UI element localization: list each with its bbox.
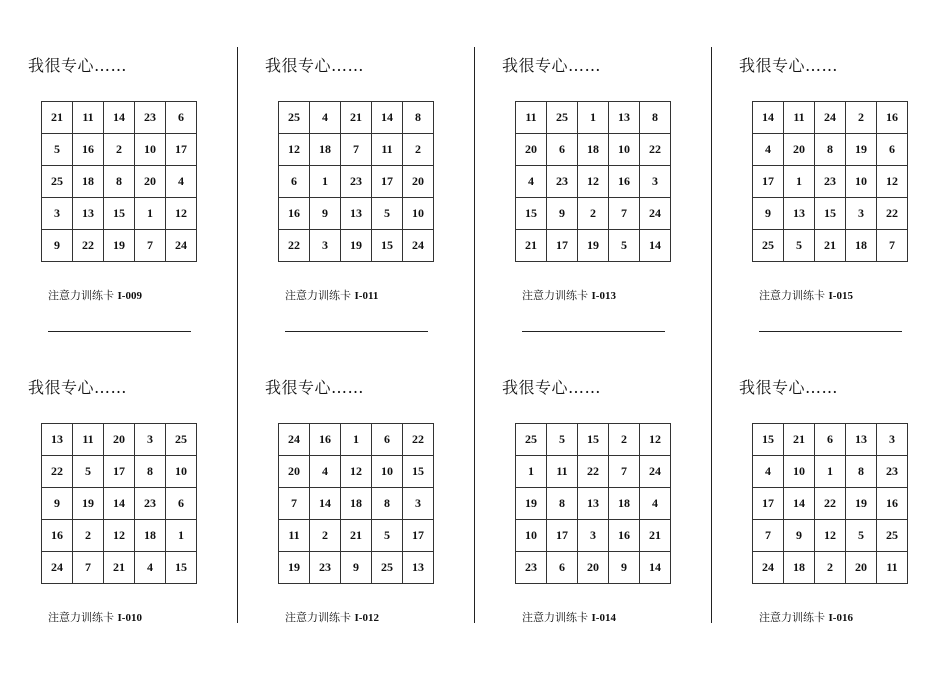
- separator-line: [759, 331, 902, 332]
- separator-line: [285, 331, 428, 332]
- grid-row: [753, 230, 908, 262]
- grid-cell: 3: [640, 166, 671, 198]
- number-grid: [752, 423, 908, 584]
- grid-row: [279, 198, 434, 230]
- grid-cell: 15: [516, 198, 547, 230]
- training-card: [711, 48, 948, 368]
- grid-cell: 15: [578, 424, 609, 456]
- grid-cell: 18: [341, 488, 372, 520]
- grid-cell: 8: [640, 102, 671, 134]
- grid-row: [279, 520, 434, 552]
- grid-row: [279, 424, 434, 456]
- grid-cell: 12: [104, 520, 135, 552]
- grid-cell: 4: [753, 134, 784, 166]
- grid-cell: 16: [279, 198, 310, 230]
- grid-cell: 22: [578, 456, 609, 488]
- grid-row: [753, 488, 908, 520]
- card-code: I-009: [117, 290, 142, 302]
- grid-cell: 7: [73, 552, 104, 584]
- grid-cell: 2: [403, 134, 434, 166]
- grid-cell: 23: [877, 456, 908, 488]
- card-code: I-010: [117, 612, 142, 624]
- grid-cell: 2: [846, 102, 877, 134]
- grid-cell: 25: [372, 552, 403, 584]
- grid-cell: 9: [547, 198, 578, 230]
- grid-cell: 22: [815, 488, 846, 520]
- grid-cell: 17: [547, 230, 578, 262]
- grid-cell: 15: [403, 456, 434, 488]
- grid-cell: 4: [310, 456, 341, 488]
- grid-cell: 10: [609, 134, 640, 166]
- grid-cell: 23: [341, 166, 372, 198]
- grid-cell: 6: [166, 102, 197, 134]
- grid-row: [516, 456, 671, 488]
- grid-row: [279, 166, 434, 198]
- grid-row: [516, 102, 671, 134]
- card-title: 我很专心……: [502, 378, 602, 397]
- grid-row: [753, 520, 908, 552]
- grid-cell: 15: [753, 424, 784, 456]
- grid-cell: 23: [547, 166, 578, 198]
- grid-cell: 23: [135, 488, 166, 520]
- card-code: I-015: [828, 290, 853, 302]
- grid-cell: 17: [753, 488, 784, 520]
- grid-row: [42, 520, 197, 552]
- grid-cell: 17: [403, 520, 434, 552]
- grid-cell: 19: [578, 230, 609, 262]
- card-title: 我很专心……: [265, 56, 365, 75]
- separator-line: [522, 331, 665, 332]
- grid-cell: 13: [578, 488, 609, 520]
- card-label-text: 注意力训练卡: [522, 611, 588, 624]
- grid-cell: 25: [753, 230, 784, 262]
- grid-row: [42, 166, 197, 198]
- grid-cell: 6: [166, 488, 197, 520]
- card-label-text: 注意力训练卡: [522, 289, 588, 302]
- card-label-text: 注意力训练卡: [48, 611, 114, 624]
- grid-cell: 11: [73, 102, 104, 134]
- grid-cell: 23: [135, 102, 166, 134]
- grid-cell: 18: [310, 134, 341, 166]
- grid-cell: 13: [784, 198, 815, 230]
- number-grid: [278, 101, 434, 262]
- grid-cell: 13: [846, 424, 877, 456]
- grid-cell: 9: [42, 488, 73, 520]
- grid-cell: 10: [166, 456, 197, 488]
- grid-row: [42, 134, 197, 166]
- grid-row: [516, 198, 671, 230]
- card-code: I-011: [354, 290, 379, 302]
- grid-cell: 19: [73, 488, 104, 520]
- grid-cell: 10: [784, 456, 815, 488]
- grid-cell: 4: [753, 456, 784, 488]
- grid-cell: 8: [547, 488, 578, 520]
- card-label-text: 注意力训练卡: [285, 289, 351, 302]
- grid-cell: 10: [516, 520, 547, 552]
- grid-cell: 14: [310, 488, 341, 520]
- grid-cell: 2: [310, 520, 341, 552]
- grid-cell: 2: [73, 520, 104, 552]
- grid-cell: 22: [73, 230, 104, 262]
- grid-cell: 11: [279, 520, 310, 552]
- grid-row: [279, 488, 434, 520]
- grid-cell: 16: [73, 134, 104, 166]
- grid-cell: 4: [166, 166, 197, 198]
- grid-cell: 11: [372, 134, 403, 166]
- grid-cell: 13: [73, 198, 104, 230]
- grid-row: [279, 456, 434, 488]
- grid-cell: 3: [578, 520, 609, 552]
- grid-cell: 10: [135, 134, 166, 166]
- grid-cell: 21: [341, 520, 372, 552]
- grid-cell: 5: [372, 520, 403, 552]
- card-code: I-013: [591, 290, 616, 302]
- grid-cell: 6: [279, 166, 310, 198]
- grid-cell: 3: [846, 198, 877, 230]
- grid-row: [753, 134, 908, 166]
- grid-cell: 6: [877, 134, 908, 166]
- grid-cell: 11: [547, 456, 578, 488]
- training-card: [237, 48, 474, 368]
- grid-cell: 1: [310, 166, 341, 198]
- grid-cell: 18: [609, 488, 640, 520]
- grid-cell: 24: [640, 456, 671, 488]
- grid-row: [516, 230, 671, 262]
- number-grid: [41, 423, 197, 584]
- grid-cell: 17: [104, 456, 135, 488]
- grid-cell: 14: [104, 488, 135, 520]
- grid-cell: 11: [73, 424, 104, 456]
- grid-cell: 21: [815, 230, 846, 262]
- grid-cell: 18: [784, 552, 815, 584]
- grid-cell: 9: [341, 552, 372, 584]
- grid-cell: 12: [341, 456, 372, 488]
- grid-cell: 5: [73, 456, 104, 488]
- card-label: [285, 287, 378, 303]
- grid-cell: 7: [279, 488, 310, 520]
- grid-cell: 14: [640, 552, 671, 584]
- grid-cell: 25: [279, 102, 310, 134]
- grid-row: [516, 488, 671, 520]
- grid-cell: 16: [877, 102, 908, 134]
- grid-cell: 7: [753, 520, 784, 552]
- grid-cell: 16: [877, 488, 908, 520]
- grid-cell: 17: [372, 166, 403, 198]
- number-grid: [41, 101, 197, 262]
- grid-cell: 25: [166, 424, 197, 456]
- grid-row: [279, 134, 434, 166]
- grid-cell: 1: [578, 102, 609, 134]
- number-grid: [515, 101, 671, 262]
- grid-row: [42, 488, 197, 520]
- grid-cell: 13: [42, 424, 73, 456]
- number-grid: [752, 101, 908, 262]
- grid-cell: 9: [609, 552, 640, 584]
- card-title: 我很专心……: [28, 378, 128, 397]
- grid-cell: 11: [784, 102, 815, 134]
- grid-cell: 11: [516, 102, 547, 134]
- grid-cell: 11: [877, 552, 908, 584]
- card-title: 我很专心……: [739, 378, 839, 397]
- grid-cell: 14: [104, 102, 135, 134]
- card-label: [522, 287, 616, 303]
- grid-cell: 1: [516, 456, 547, 488]
- grid-cell: 16: [609, 166, 640, 198]
- grid-row: [279, 102, 434, 134]
- grid-cell: 7: [341, 134, 372, 166]
- card-label-text: 注意力训练卡: [285, 611, 351, 624]
- grid-row: [753, 166, 908, 198]
- grid-cell: 13: [403, 552, 434, 584]
- grid-cell: 14: [753, 102, 784, 134]
- grid-cell: 1: [341, 424, 372, 456]
- grid-cell: 7: [609, 198, 640, 230]
- card-title: 我很专心……: [502, 56, 602, 75]
- separator-line: [48, 331, 191, 332]
- grid-cell: 17: [166, 134, 197, 166]
- card-title: 我很专心……: [739, 56, 839, 75]
- card-label-text: 注意力训练卡: [759, 611, 825, 624]
- card-label-text: 注意力训练卡: [48, 289, 114, 302]
- grid-cell: 1: [166, 520, 197, 552]
- card-label: [48, 287, 142, 303]
- grid-cell: 6: [815, 424, 846, 456]
- grid-cell: 6: [372, 424, 403, 456]
- grid-cell: 21: [104, 552, 135, 584]
- grid-cell: 5: [547, 424, 578, 456]
- grid-cell: 15: [815, 198, 846, 230]
- card-label: [48, 609, 142, 625]
- grid-cell: 12: [815, 520, 846, 552]
- grid-cell: 7: [135, 230, 166, 262]
- grid-cell: 12: [166, 198, 197, 230]
- card-label-text: 注意力训练卡: [759, 289, 825, 302]
- card-code: I-012: [354, 612, 379, 624]
- card-label: [285, 609, 379, 625]
- number-grid: [278, 423, 434, 584]
- grid-cell: 20: [578, 552, 609, 584]
- grid-row: [753, 552, 908, 584]
- card-label: [759, 609, 853, 625]
- grid-cell: 19: [104, 230, 135, 262]
- grid-cell: 19: [846, 488, 877, 520]
- grid-cell: 4: [310, 102, 341, 134]
- grid-cell: 19: [846, 134, 877, 166]
- grid-cell: 13: [609, 102, 640, 134]
- grid-cell: 24: [279, 424, 310, 456]
- grid-cell: 20: [516, 134, 547, 166]
- grid-row: [279, 230, 434, 262]
- card-code: I-016: [828, 612, 853, 624]
- training-card: [474, 48, 711, 368]
- grid-cell: 5: [42, 134, 73, 166]
- grid-cell: 21: [516, 230, 547, 262]
- grid-cell: 20: [846, 552, 877, 584]
- grid-cell: 8: [846, 456, 877, 488]
- grid-cell: 25: [877, 520, 908, 552]
- grid-cell: 14: [640, 230, 671, 262]
- grid-cell: 16: [609, 520, 640, 552]
- grid-cell: 25: [516, 424, 547, 456]
- grid-cell: 22: [42, 456, 73, 488]
- card-title: 我很专心……: [28, 56, 128, 75]
- grid-cell: 8: [372, 488, 403, 520]
- grid-cell: 24: [42, 552, 73, 584]
- grid-cell: 22: [403, 424, 434, 456]
- grid-cell: 12: [640, 424, 671, 456]
- card-label: [522, 609, 616, 625]
- grid-cell: 22: [877, 198, 908, 230]
- grid-cell: 22: [279, 230, 310, 262]
- grid-cell: 20: [104, 424, 135, 456]
- card-title: 我很专心……: [265, 378, 365, 397]
- grid-row: [42, 552, 197, 584]
- grid-row: [516, 166, 671, 198]
- grid-cell: 16: [42, 520, 73, 552]
- training-card: [0, 48, 237, 368]
- grid-cell: 10: [403, 198, 434, 230]
- training-card: [711, 370, 948, 690]
- grid-cell: 21: [42, 102, 73, 134]
- grid-cell: 20: [135, 166, 166, 198]
- grid-cell: 23: [815, 166, 846, 198]
- grid-cell: 21: [341, 102, 372, 134]
- grid-cell: 3: [135, 424, 166, 456]
- grid-row: [516, 424, 671, 456]
- grid-cell: 20: [784, 134, 815, 166]
- grid-cell: 1: [815, 456, 846, 488]
- grid-row: [42, 230, 197, 262]
- grid-cell: 19: [341, 230, 372, 262]
- grid-cell: 6: [547, 552, 578, 584]
- grid-cell: 25: [42, 166, 73, 198]
- grid-cell: 4: [135, 552, 166, 584]
- grid-cell: 24: [815, 102, 846, 134]
- grid-cell: 23: [516, 552, 547, 584]
- grid-cell: 8: [104, 166, 135, 198]
- grid-cell: 18: [73, 166, 104, 198]
- training-card: [237, 370, 474, 690]
- grid-cell: 10: [846, 166, 877, 198]
- grid-row: [753, 424, 908, 456]
- grid-cell: 2: [104, 134, 135, 166]
- grid-cell: 3: [42, 198, 73, 230]
- grid-cell: 4: [640, 488, 671, 520]
- grid-cell: 5: [609, 230, 640, 262]
- grid-row: [42, 102, 197, 134]
- grid-cell: 7: [609, 456, 640, 488]
- card-label: [759, 287, 853, 303]
- training-card: [474, 370, 711, 690]
- card-code: I-014: [591, 612, 616, 624]
- training-card: [0, 370, 237, 690]
- grid-cell: 18: [135, 520, 166, 552]
- grid-cell: 18: [578, 134, 609, 166]
- grid-cell: 3: [877, 424, 908, 456]
- grid-cell: 5: [846, 520, 877, 552]
- grid-cell: 8: [135, 456, 166, 488]
- grid-row: [753, 198, 908, 230]
- grid-cell: 15: [104, 198, 135, 230]
- grid-cell: 16: [310, 424, 341, 456]
- grid-cell: 21: [640, 520, 671, 552]
- grid-cell: 19: [279, 552, 310, 584]
- grid-cell: 24: [640, 198, 671, 230]
- grid-row: [753, 102, 908, 134]
- grid-cell: 23: [310, 552, 341, 584]
- grid-cell: 1: [135, 198, 166, 230]
- grid-cell: 12: [877, 166, 908, 198]
- grid-cell: 12: [578, 166, 609, 198]
- grid-cell: 24: [166, 230, 197, 262]
- grid-cell: 14: [372, 102, 403, 134]
- grid-row: [279, 552, 434, 584]
- number-grid: [515, 423, 671, 584]
- grid-cell: 8: [403, 102, 434, 134]
- grid-cell: 9: [784, 520, 815, 552]
- grid-cell: 19: [516, 488, 547, 520]
- grid-cell: 4: [516, 166, 547, 198]
- grid-cell: 6: [547, 134, 578, 166]
- grid-cell: 24: [753, 552, 784, 584]
- grid-cell: 15: [166, 552, 197, 584]
- grid-cell: 24: [403, 230, 434, 262]
- grid-cell: 25: [547, 102, 578, 134]
- grid-cell: 22: [640, 134, 671, 166]
- grid-cell: 12: [279, 134, 310, 166]
- grid-cell: 2: [609, 424, 640, 456]
- grid-cell: 21: [784, 424, 815, 456]
- grid-row: [516, 520, 671, 552]
- grid-row: [42, 198, 197, 230]
- grid-cell: 20: [403, 166, 434, 198]
- grid-cell: 17: [547, 520, 578, 552]
- grid-row: [516, 552, 671, 584]
- grid-cell: 9: [42, 230, 73, 262]
- grid-cell: 2: [578, 198, 609, 230]
- grid-cell: 9: [753, 198, 784, 230]
- grid-cell: 20: [279, 456, 310, 488]
- grid-cell: 5: [372, 198, 403, 230]
- grid-cell: 8: [815, 134, 846, 166]
- grid-cell: 3: [310, 230, 341, 262]
- grid-row: [753, 456, 908, 488]
- grid-cell: 15: [372, 230, 403, 262]
- grid-row: [516, 134, 671, 166]
- grid-cell: 3: [403, 488, 434, 520]
- grid-cell: 7: [877, 230, 908, 262]
- grid-row: [42, 424, 197, 456]
- grid-cell: 2: [815, 552, 846, 584]
- grid-cell: 14: [784, 488, 815, 520]
- grid-cell: 9: [310, 198, 341, 230]
- grid-cell: 1: [784, 166, 815, 198]
- grid-cell: 5: [784, 230, 815, 262]
- grid-cell: 10: [372, 456, 403, 488]
- grid-cell: 18: [846, 230, 877, 262]
- grid-row: [42, 456, 197, 488]
- grid-cell: 13: [341, 198, 372, 230]
- grid-cell: 17: [753, 166, 784, 198]
